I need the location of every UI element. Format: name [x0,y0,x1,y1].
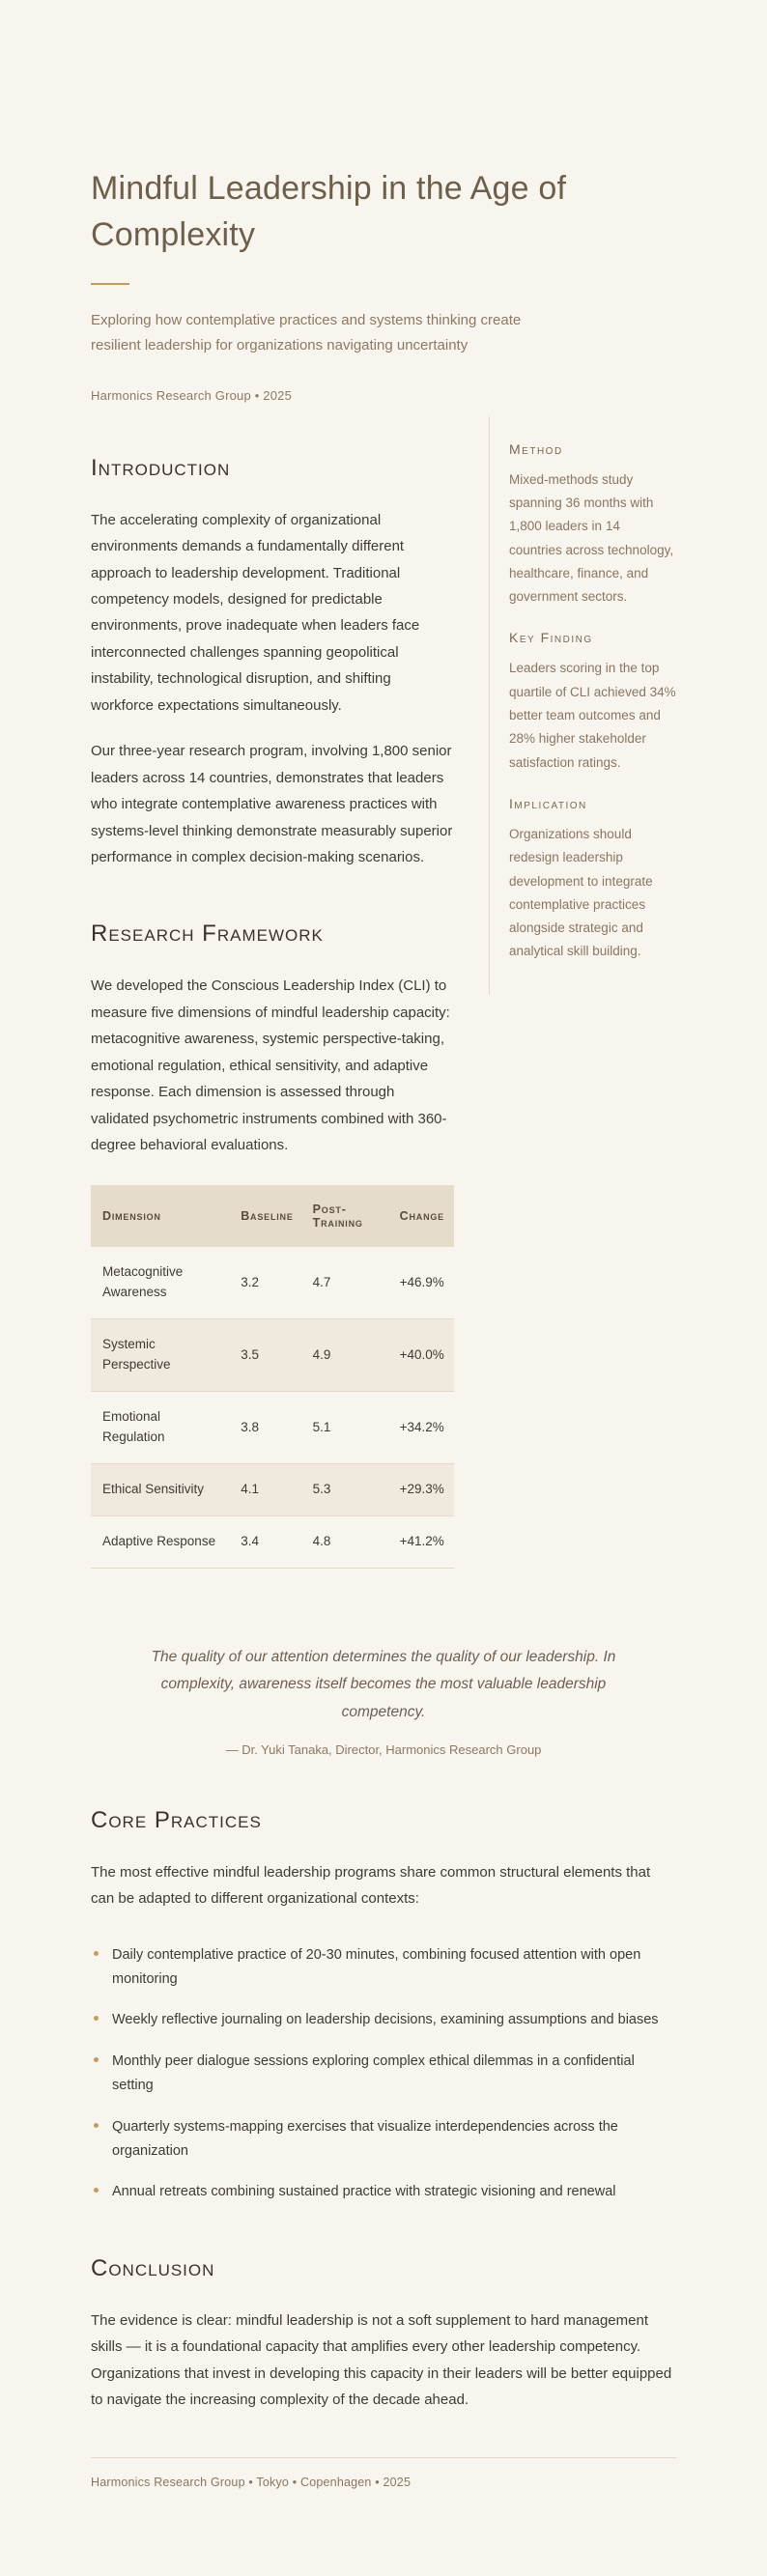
bullet-icon [94,2057,99,2062]
quote-attribution: — Dr. Yuki Tanaka, Director, Harmonics Research Group [225,1741,542,1757]
page-title: Mindful Leadership in the Age of Complexity [91,170,567,253]
table-cell-dimension: Ethical Sensitivity [91,1463,231,1515]
table-cell-dimension: Emotional Regulation [91,1392,231,1464]
table-cell-baseline: 3.4 [231,1515,302,1568]
table-header-baseline: Baseline [231,1185,302,1247]
list-item-text: Weekly reflective journaling on leadership decisions, examining assumptions and biases [112,2012,659,2028]
table-cell-baseline: 3.8 [231,1392,302,1464]
bullet-icon [94,2123,99,2128]
table-header-post-training: Post-Training [303,1185,390,1247]
table-cell-post-training: 4.8 [303,1515,390,1568]
introduction-paragraph: The accelerating complexity of organizational environments demands a fundamentally different approach to leadership development. Traditional competency models, designed for predictable environments, prove inadequate when leaders face interconnected challenges spanning geopolitical instability, technological disruption, and shifting workforce expectations simultaneously. [91,511,420,714]
footer-text: Harmonics Research Group • Tokyo • Copenhagen • 2025 [91,2476,412,2490]
sidebar-text-method: Mixed-methods study spanning 36 months with 1,800 leaders in 14 countries across technology, healthcare, finance, and government sectors. [509,471,674,605]
introduction-heading: Introduction [91,454,231,481]
core-practices-intro: The most effective mindful leadership programs share common structural elements that can be adapted to different organizational contexts: [91,1863,651,1908]
table-cell-change: +34.2% [390,1392,454,1464]
table-cell-change: +40.0% [390,1319,454,1392]
conclusion-section [91,2255,676,2414]
document-footer [91,2457,676,2489]
core-practices-section [91,1807,676,2205]
sidebar-label-implication: Implication [509,795,587,811]
table-cell-change: +41.2% [390,1515,454,1568]
sidebar-text-key-finding: Leaders scoring in the top quartile of CLI achieved 34% better team outcomes and 28% higher stakeholder satisfaction ratings. [509,661,676,770]
list-item-text: Annual retreats combining sustained practice with strategic visioning and renewal [112,2184,616,2200]
introduction-paragraph: Our three-year research program, involving 1,800 senior leaders across 14 countries, demonstrates that leaders who integrate contemplative awareness practices with systems-level thinking demonstrate measurably superior performance in complex decision-making scenarios. [91,743,453,865]
table-cell-post-training: 4.7 [303,1247,390,1318]
table-cell-dimension: Adaptive Response [91,1515,231,1568]
table-cell-baseline: 3.5 [231,1319,302,1392]
sidebar-label-method: Method [509,440,563,457]
list-item [91,1943,676,1993]
table-cell-change: +29.3% [390,1463,454,1515]
framework-paragraph: We developed the Conscious Leadership Index (CLI) to measure five dimensions of mindful leadership capacity: metacognitive awareness, systemic perspective-taking, emotional regulation, ethical sensitivity, and adaptive response. Each dimension is assessed through validated psychometric instruments combined with 360-degree behavioral evaluations. [91,977,450,1153]
list-item-text: Quarterly systems-mapping exercises that visualize interdependencies across the organization [112,2118,618,2159]
sidebar [489,416,676,995]
core-practices-heading: Core Practices [91,1806,262,1833]
list-item [91,2180,676,2204]
table-header-row [91,1185,454,1247]
table-cell-baseline: 3.2 [231,1247,302,1318]
table-row [91,1247,454,1318]
conclusion-paragraph: The evidence is clear: mindful leadership is not a soft supplement to hard management skills — it is a foundational capacity that amplifies every other leadership competency. Organizations that invest in developing this capacity in their leaders will be better equipped to navigate the increasing complexity of the decade ahead. [91,2311,672,2409]
table-cell-post-training: 5.3 [303,1463,390,1515]
sidebar-label-key-finding: Key Finding [509,630,593,646]
pull-quote [140,1644,628,1757]
bullet-icon [94,2188,99,2193]
byline: Harmonics Research Group • 2025 [91,387,293,403]
table-cell-dimension: Systemic Perspective [91,1319,231,1392]
page-subtitle: Exploring how contemplative practices and systems thinking create resilient leadership for organizations navigating uncertainty [91,312,522,354]
table-row [91,1319,454,1392]
list-item-text: Monthly peer dialogue sessions exploring complex ethical dilemmas in a confidential setting [112,2052,635,2094]
table-cell-dimension: Metacognitive Awareness [91,1247,231,1318]
sidebar-text-implication: Organizations should redesign leadership development to integrate contemplative practices alongside strategic and analytical skill building. [509,826,653,959]
table-header-change: Change [390,1185,454,1247]
cli-results-table [91,1185,454,1568]
table-row [91,1515,454,1568]
list-item [91,2115,676,2165]
bullet-icon [94,2016,99,2021]
conclusion-heading: Conclusion [91,2254,215,2281]
table-cell-baseline: 4.1 [231,1463,302,1515]
practices-list [91,1943,676,2205]
table-cell-post-training: 4.9 [303,1319,390,1392]
main-column [91,416,454,1569]
table-cell-change: +46.9% [390,1247,454,1318]
quote-text: The quality of our attention determines the quality of our leadership. In complexity, awareness itself becomes the most valuable leadership competency. [151,1648,616,1721]
list-item-text: Daily contemplative practice of 20-30 minutes, combining focused attention with open monitoring [112,1946,641,1988]
table-cell-post-training: 5.1 [303,1392,390,1464]
bullet-icon [94,1951,99,1956]
table-row [91,1463,454,1515]
table-row [91,1392,454,1464]
two-column-section [91,416,676,1569]
title-accent-rule [91,283,129,285]
list-item [91,2050,676,2099]
framework-heading: Research Framework [91,920,324,948]
list-item [91,2008,676,2032]
table-header-dimension: Dimension [91,1185,231,1247]
